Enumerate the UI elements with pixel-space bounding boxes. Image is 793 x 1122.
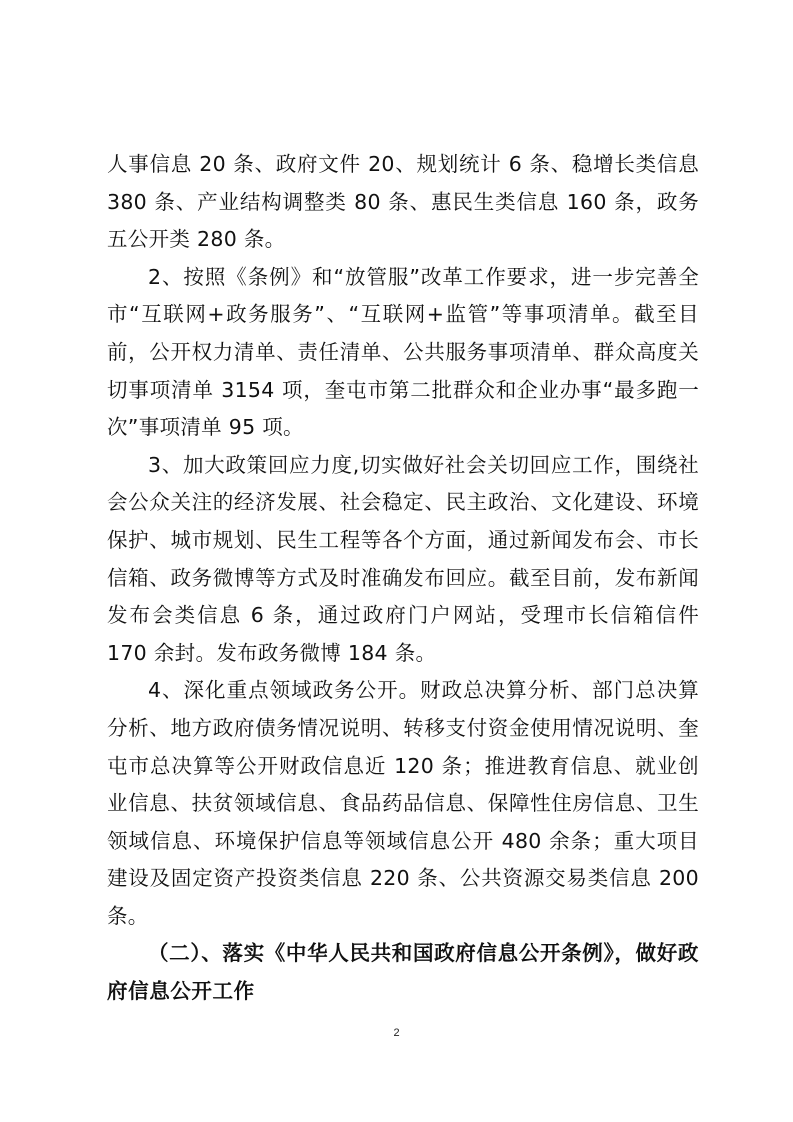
page-number: 2 — [393, 1027, 400, 1039]
document-body — [107, 146, 699, 1011]
paragraph-item-2: 2、按照《条例》和“放管服”改革工作要求，进一步完善全市“互联网+政务服务”、“互联网+监管”等事项清单。截至目前，公开权力清单、责任清单、公共服务事项清单、群众高度关切事项清单 3154 项，奎屯市第二批群众和企业办事“最多跑一次”事项清单 95 项。 — [107, 264, 699, 440]
paragraph-item-3: 3、加大政策回应力度,切实做好社会关切回应工作，围绕社会公众关注的经济发展、社会稳定、民主政治、文化建设、环境保护、城市规划、民生工程等各个方面，通过新闻发布会、市长信箱、政务微博等方式及时准确发布回应。截至目前，发布新闻发布会类信息 6 条，通过政府门户网站，受理市长信箱信件 170 余封。发布政务微博 184 条。 — [107, 452, 699, 665]
section-heading: （二）、落实《中华人民共和国政府信息公开条例》，做好政府信息公开工作 — [107, 941, 699, 1004]
paragraph-continued: 人事信息 20 条、政府文件 20、规划统计 6 条、稳增长类信息 380 条、产业结构调整类 80 条、惠民生类信息 160 条，政务五公开类 280 条。 — [107, 152, 699, 252]
paragraph-item-4: 4、深化重点领域政务公开。财政总决算分析、部门总决算分析、地方政府债务情况说明、转移支付资金使用情况说明、奎屯市总决算等公开财政信息近 120 条；推进教育信息、就业创业信息、扶贫领域信息、食品药品信息、保障性住房信息、卫生领域信息、环境保护信息等领域信息公开 480 余条；重大项目建设及固定资产投资类信息 220 条、公共资源交易类信息 200 条。 — [107, 678, 699, 928]
